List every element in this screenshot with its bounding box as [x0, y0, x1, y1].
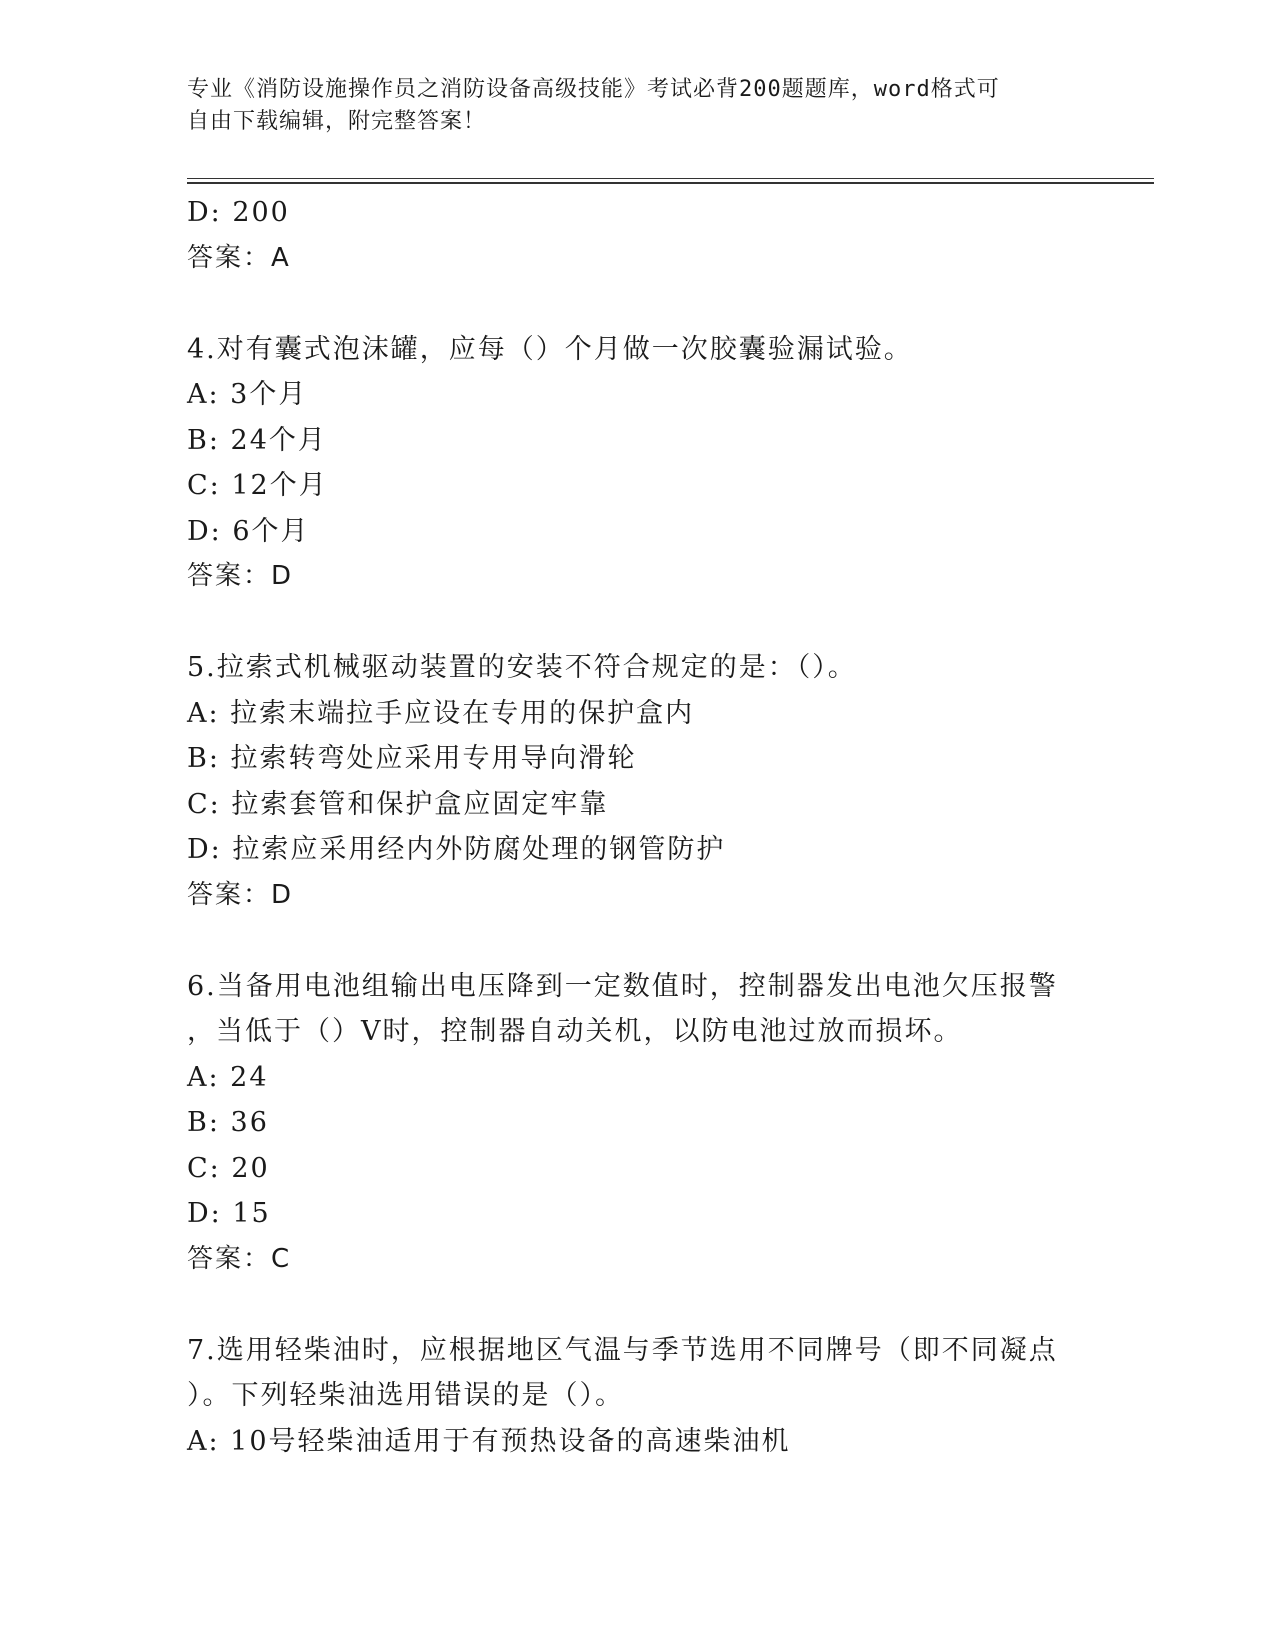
- option-d: D: 200: [187, 197, 290, 228]
- question-4-option-b: B: 24个月: [187, 424, 327, 456]
- question-5-answer: 答案：D: [187, 879, 294, 910]
- question-7-stem-line-1: 7.选用轻柴油时，应根据地区气温与季节选用不同牌号（即不同凝点: [187, 1334, 1058, 1366]
- question-list: [187, 190, 1087, 1464]
- question-7-stem-line-2: ）。下列轻柴油选用错误的是（）。: [187, 1380, 624, 1411]
- question-5-option-d: D: 拉索应采用经内外防腐处理的钢管防护: [187, 834, 726, 865]
- question-6-answer: 答案：C: [187, 1243, 292, 1274]
- question-6-stem-line-2: ，当低于（）V时，控制器自动关机，以防电池过放而损坏。: [187, 1016, 963, 1047]
- answer: 答案：A: [187, 242, 291, 273]
- question-6-option-a: A: 24: [187, 1061, 269, 1093]
- question-6-option-c: C: 20: [187, 1152, 270, 1184]
- question-6-option-d: D: 15: [187, 1198, 271, 1229]
- question-6-option-b: B: 36: [187, 1107, 269, 1138]
- question-6-stem-line-1: 6.当备用电池组输出电压降到一定数值时，控制器发出电池欠压报警: [187, 970, 1058, 1002]
- question-4-option-a: A: 3个月: [187, 379, 308, 410]
- document-header: [187, 74, 1067, 138]
- question-4-answer: 答案：D: [187, 561, 294, 591]
- question-4-option-d: D: 6个月: [187, 515, 310, 547]
- header-divider-thick: [187, 182, 1154, 184]
- header-divider-thin: [187, 178, 1154, 179]
- question-4-stem: 4.对有囊式泡沫罐，应每（）个月做一次胶囊验漏试验。: [187, 333, 913, 365]
- header-line-1: 专业《消防设施操作员之消防设备高级技能》考试必背200题题库，word格式可: [187, 77, 1000, 102]
- question-5-option-b: B: 拉索转弯处应采用专用导向滑轮: [187, 743, 637, 774]
- question-7-option-a: A: 10号轻柴油适用于有预热设备的高速柴油机: [187, 1425, 791, 1457]
- question-5-option-a: A: 拉索末端拉手应设在专用的保护盒内: [187, 697, 695, 729]
- question-4-option-c: C: 12个月: [187, 470, 328, 501]
- header-line-2: 自由下载编辑，附完整答案！: [187, 109, 487, 134]
- question-5-option-c: C: 拉索套管和保护盒应固定牢靠: [187, 788, 609, 820]
- question-5-stem: 5.拉索式机械驱动装置的安装不符合规定的是：（）。: [187, 652, 857, 683]
